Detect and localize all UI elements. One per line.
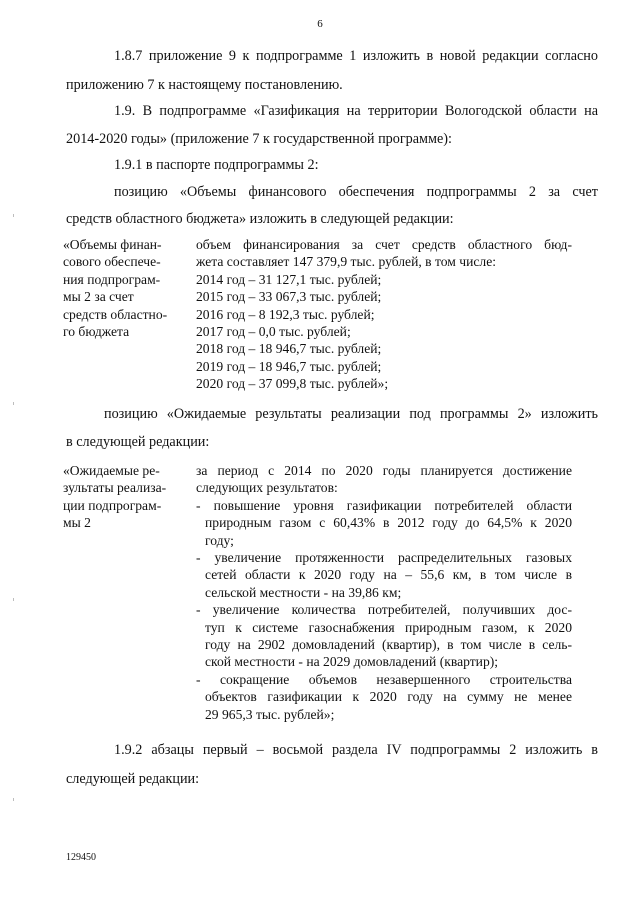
- results-table-value: [196, 462, 572, 723]
- table-cell-line: сельской местности - на 39,86 км;: [205, 584, 402, 600]
- table-cell-line: следующих результатов:: [196, 480, 338, 496]
- paragraph-line: приложению 7 к настоящему постановлению.: [66, 77, 343, 93]
- paragraph-line: следующей редакции:: [66, 771, 200, 787]
- table-cell-line: го бюджета: [63, 324, 130, 340]
- page-number: 6: [317, 18, 323, 30]
- paragraph-line: позицию «Объемы финансового обеспечения подпрограммы 2 за счет: [114, 184, 598, 200]
- table-cell-line: «Объемы финан-: [63, 237, 162, 252]
- table-cell-line: 2014 год – 31 127,1 тыс. рублей;: [196, 271, 382, 287]
- paragraph-line: 1.9. В подпрограмме «Газификация на территории Вологодской области на: [114, 103, 598, 119]
- table-cell-line: - увеличение количества потребителей, получивших дос-: [196, 602, 572, 618]
- scan-margin-mark: [13, 402, 14, 405]
- table-cell-line: сетей области к 2020 году на – 55,6 км, в том числе в: [205, 567, 572, 583]
- scan-margin-mark: [13, 798, 14, 801]
- table-cell-line: году на 2902 домовладений (квартир), в том числе в сель-: [205, 637, 572, 653]
- paragraph-line: позицию «Ожидаемые результаты реализации под программы 2» изложить: [104, 406, 598, 422]
- table-cell-line: природным газом с 60,43% в 2012 году до 64,5% к 2020: [205, 515, 572, 531]
- table-cell-line: - повышение уровня газификации потребителей области: [196, 497, 572, 513]
- table-cell-line: - увеличение протяженности распределительных газовых: [196, 550, 572, 566]
- table-cell-line: мы 2: [63, 515, 91, 531]
- table-cell-line: ции подпрограм-: [63, 497, 162, 513]
- document-code: 129450: [66, 852, 96, 863]
- paragraph-line: 1.8.7 приложение 9 к подпрограмме 1 изложить в новой редакции согласно: [114, 48, 598, 64]
- table-cell-line: сового обеспече-: [63, 254, 161, 270]
- table-cell-line: 2016 год – 8 192,3 тыс. рублей;: [196, 306, 375, 322]
- table-cell-line: 2018 год – 18 946,7 тыс. рублей;: [196, 341, 382, 357]
- table-cell-line: за период с 2014 по 2020 годы планируется достижение: [196, 463, 572, 478]
- paragraph-line: средств областного бюджета» изложить в следующей редакции:: [66, 211, 454, 227]
- table-cell-line: ской местности - на 2029 домовладений (квартир);: [205, 654, 499, 670]
- table-cell-line: «Ожидаемые ре-: [63, 463, 160, 478]
- table-cell-line: году;: [205, 532, 234, 548]
- paragraph-line: 2014-2020 годы» (приложение 7 к государственной программе):: [66, 131, 452, 147]
- table-cell-line: объем финансирования за счет средств областного бюд-: [196, 237, 572, 252]
- funding-table-value: [196, 236, 572, 393]
- scan-margin-mark: [13, 214, 14, 217]
- table-cell-line: мы 2 за счет: [63, 289, 134, 305]
- table-cell-line: средств областно-: [63, 306, 168, 322]
- scan-margin-mark: [13, 598, 14, 601]
- table-cell-line: туп к системе газоснабжения природным газом, к 2020: [205, 619, 572, 635]
- table-cell-line: 2020 год – 37 099,8 тыс. рублей»;: [196, 376, 389, 392]
- table-cell-line: 2019 год – 18 946,7 тыс. рублей;: [196, 358, 382, 374]
- table-cell-line: 2017 год – 0,0 тыс. рублей;: [196, 324, 351, 340]
- table-cell-line: ния подпрограм-: [63, 271, 161, 287]
- funding-table-label: [63, 236, 167, 340]
- table-cell-line: 2015 год – 33 067,3 тыс. рублей;: [196, 289, 382, 305]
- table-cell-line: - сокращение объемов незавершенного строительства: [196, 671, 572, 687]
- table-cell-line: зультаты реализа-: [63, 480, 167, 496]
- table-cell-line: объектов газификации к 2020 году на сумму не менее: [205, 689, 572, 705]
- results-table-label: [63, 462, 166, 532]
- paragraph-line: 1.9.2 абзацы первый – восьмой раздела IV подпрограммы 2 изложить в: [114, 742, 598, 758]
- paragraph-line: 1.9.1 в паспорте подпрограммы 2:: [114, 157, 319, 173]
- table-cell-line: жета составляет 147 379,9 тыс. рублей, в том числе:: [196, 254, 497, 270]
- table-cell-line: 29 965,3 тыс. рублей»;: [205, 706, 335, 722]
- paragraph-line: в следующей редакции:: [66, 434, 210, 450]
